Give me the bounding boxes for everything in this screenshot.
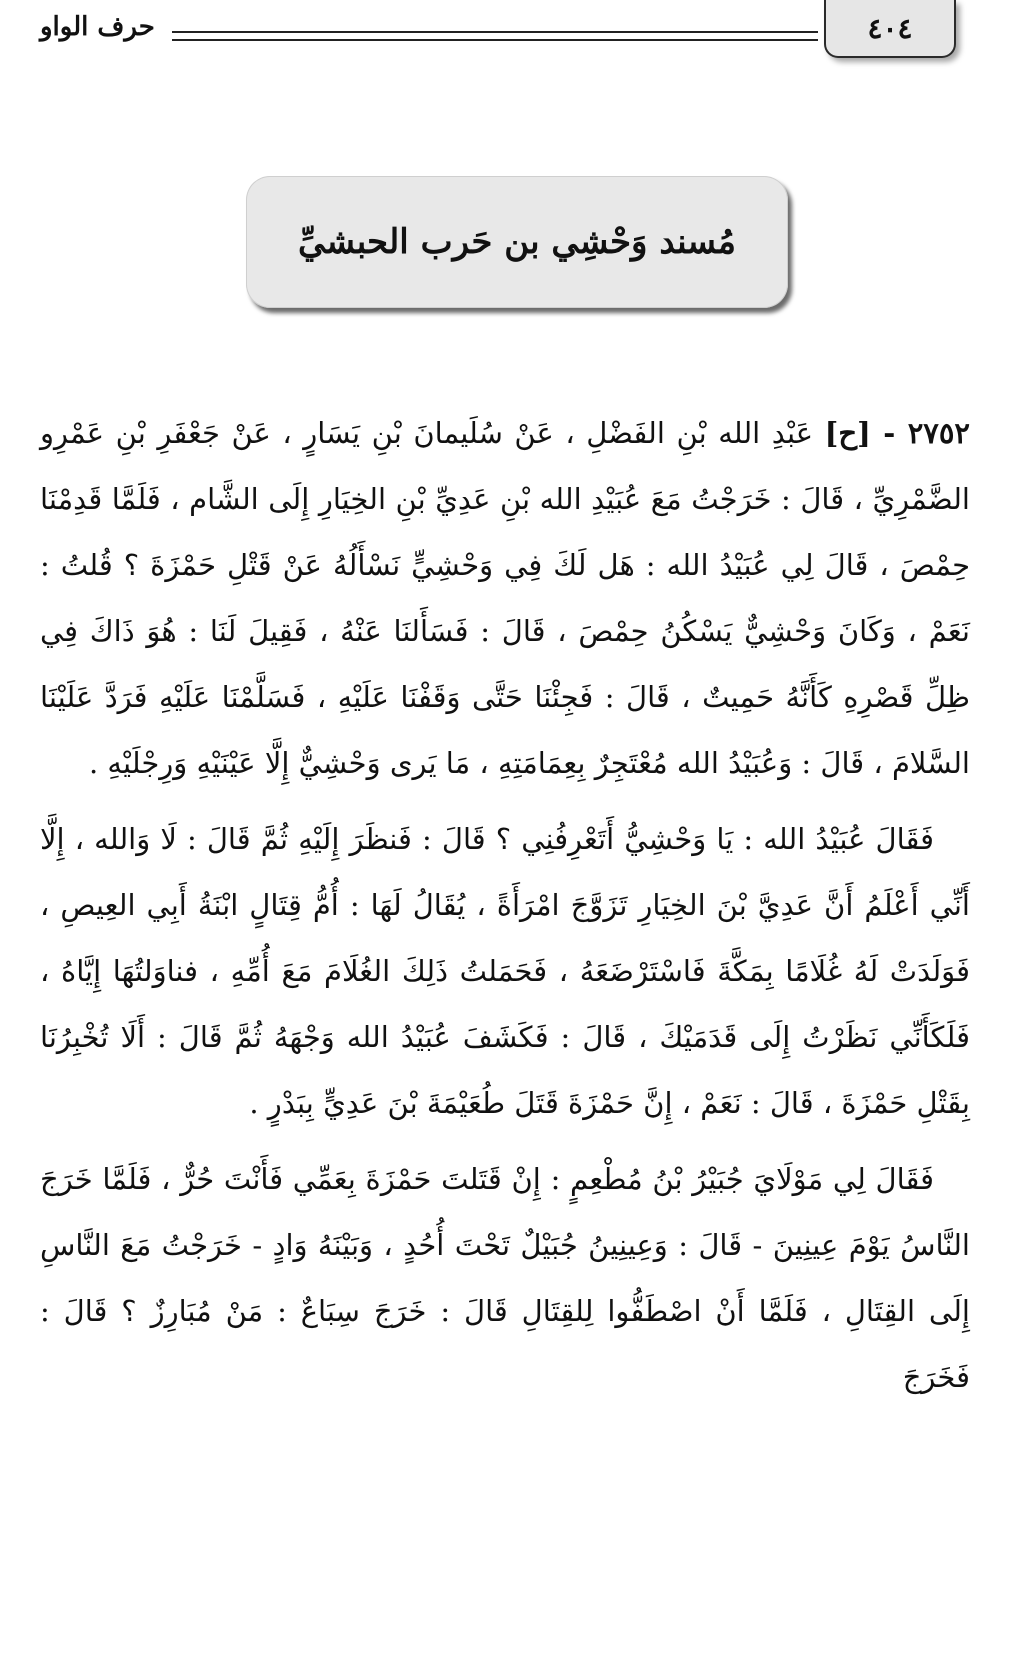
page-number: ٤٠٤ [867,11,913,45]
header-rule [172,31,818,41]
paragraph-3 [40,1146,970,1410]
paragraph-1-text: عَبْدِ الله بْنِ الفَضْلِ ، عَنْ سُلَيمانَ بْنِ يَسَارٍ ، عَنْ جَعْفَرِ بْنِ عَمْرِو الضَّمْرِيِّ ، قَالَ : خَرَجْتُ مَعَ عُبَيْدِ الله بْنِ عَدِيِّ بْنِ الخِيَارِ إِلَى الشَّام ، فَلَمَّا قَدِمْنَا حِمْصَ ، قَالَ لِي عُبَيْدُ الله : هَل لَكَ فِي وَحْشِيٍّ نَسْأَلُهُ عَنْ قَتْلِ حَمْزَةَ ؟ قُلتُ : نَعَمْ ، وَكَانَ وَحْشِيٌّ يَسْكُنُ حِمْصَ ، قَالَ : فَسَأَلنَا عَنْهُ ، فَقِيلَ لَنَا : هُوَ ذَاكَ فِي ظِلِّ قَصْرِهِ كَأَنَّهُ حَمِيتٌ ، قَالَ : فَجِئْنَا حَتَّى وَقَفْنَا عَلَيْهِ ، فَسَلَّمْنَا عَلَيْهِ فَرَدَّ عَلَيْنَا السَّلامَ ، قَالَ : وَعُبَيْدُ الله مُعْتَجِرٌ بِعِمَامَتِهِ ، مَا يَرى وَحْشِيٌّ إِلَّا عَيْنَيْهِ وَرِجْلَيْهِ . [40,416,970,780]
chapter-name: حرف الواو [40,12,155,42]
hadith-number: ٢٧٥٢ - [ح] [824,416,971,450]
section-title: مُسند وَحْشِي بن حَرب الحبشيِّ [298,222,736,262]
paragraph-3-text: فَقَالَ لِي مَوْلَايَ جُبَيْرُ بْنُ مُطْعِمٍ : إِنْ قَتَلتَ حَمْزَةَ بِعَمِّي فَأَنْتَ حُرٌّ ، فَلَمَّا خَرَجَ النَّاسُ يَوْمَ عِينِينَ - قَالَ : وَعِينِينُ جُبَيْلٌ تَحْتَ أُحُدٍ ، وَبَيْنَهُ وَادٍ - خَرَجْتُ مَعَ النَّاسِ إِلَى القِتَالِ ، فَلَمَّا أَنْ اصْطَفُّوا لِلقِتَالِ قَالَ : خَرَجَ سِبَاعٌ : مَنْ مُبَارِزٌ ؟ قَالَ : فَخَرَجَ [40,1162,970,1394]
section-title-box [246,176,788,308]
paragraph-2-text: فَقَالَ عُبَيْدُ الله : يَا وَحْشِيُّ أَتَعْرِفُنِي ؟ قَالَ : فَنظَرَ إِلَيْهِ ثُمَّ قَالَ : لَا وَالله ، إِلَّا أَنِّي أَعْلَمُ أَنَّ عَدِيَّ بْنَ الخِيَارِ تَزَوَّجَ امْرَأَةً ، يُقَالُ لَهَا : أُمُّ قِتَالٍ ابْنَةُ أَبِي العِيصِ ، فَوَلَدَتْ لَهُ غُلَامًا بِمَكَّةَ فَاسْتَرْضَعَهُ ، فَحَمَلتُ ذَلِكَ الغُلَامَ مَعَ أُمِّهِ ، فناوَلتُهَا إِيَّاهُ ، فَلَكَأَنِّي نَظَرْتُ إِلَى قَدَمَيْكَ ، قَالَ : فَكَشَفَ عُبَيْدُ الله وَجْهَهُ ثُمَّ قَالَ : أَلَا تُخْبِرُنَا بِقَتْلِ حَمْزَةَ ، قَالَ : نَعَمْ ، إِنَّ حَمْزَةَ قَتَلَ طُعَيْمَةَ بْنَ عَدِيٍّ بِبَدْرٍ . [40,822,970,1120]
paragraph-1 [40,400,970,796]
paragraph-2 [40,806,970,1136]
page-number-tab [824,0,956,58]
body-text [40,400,970,1420]
page-header [40,0,960,60]
